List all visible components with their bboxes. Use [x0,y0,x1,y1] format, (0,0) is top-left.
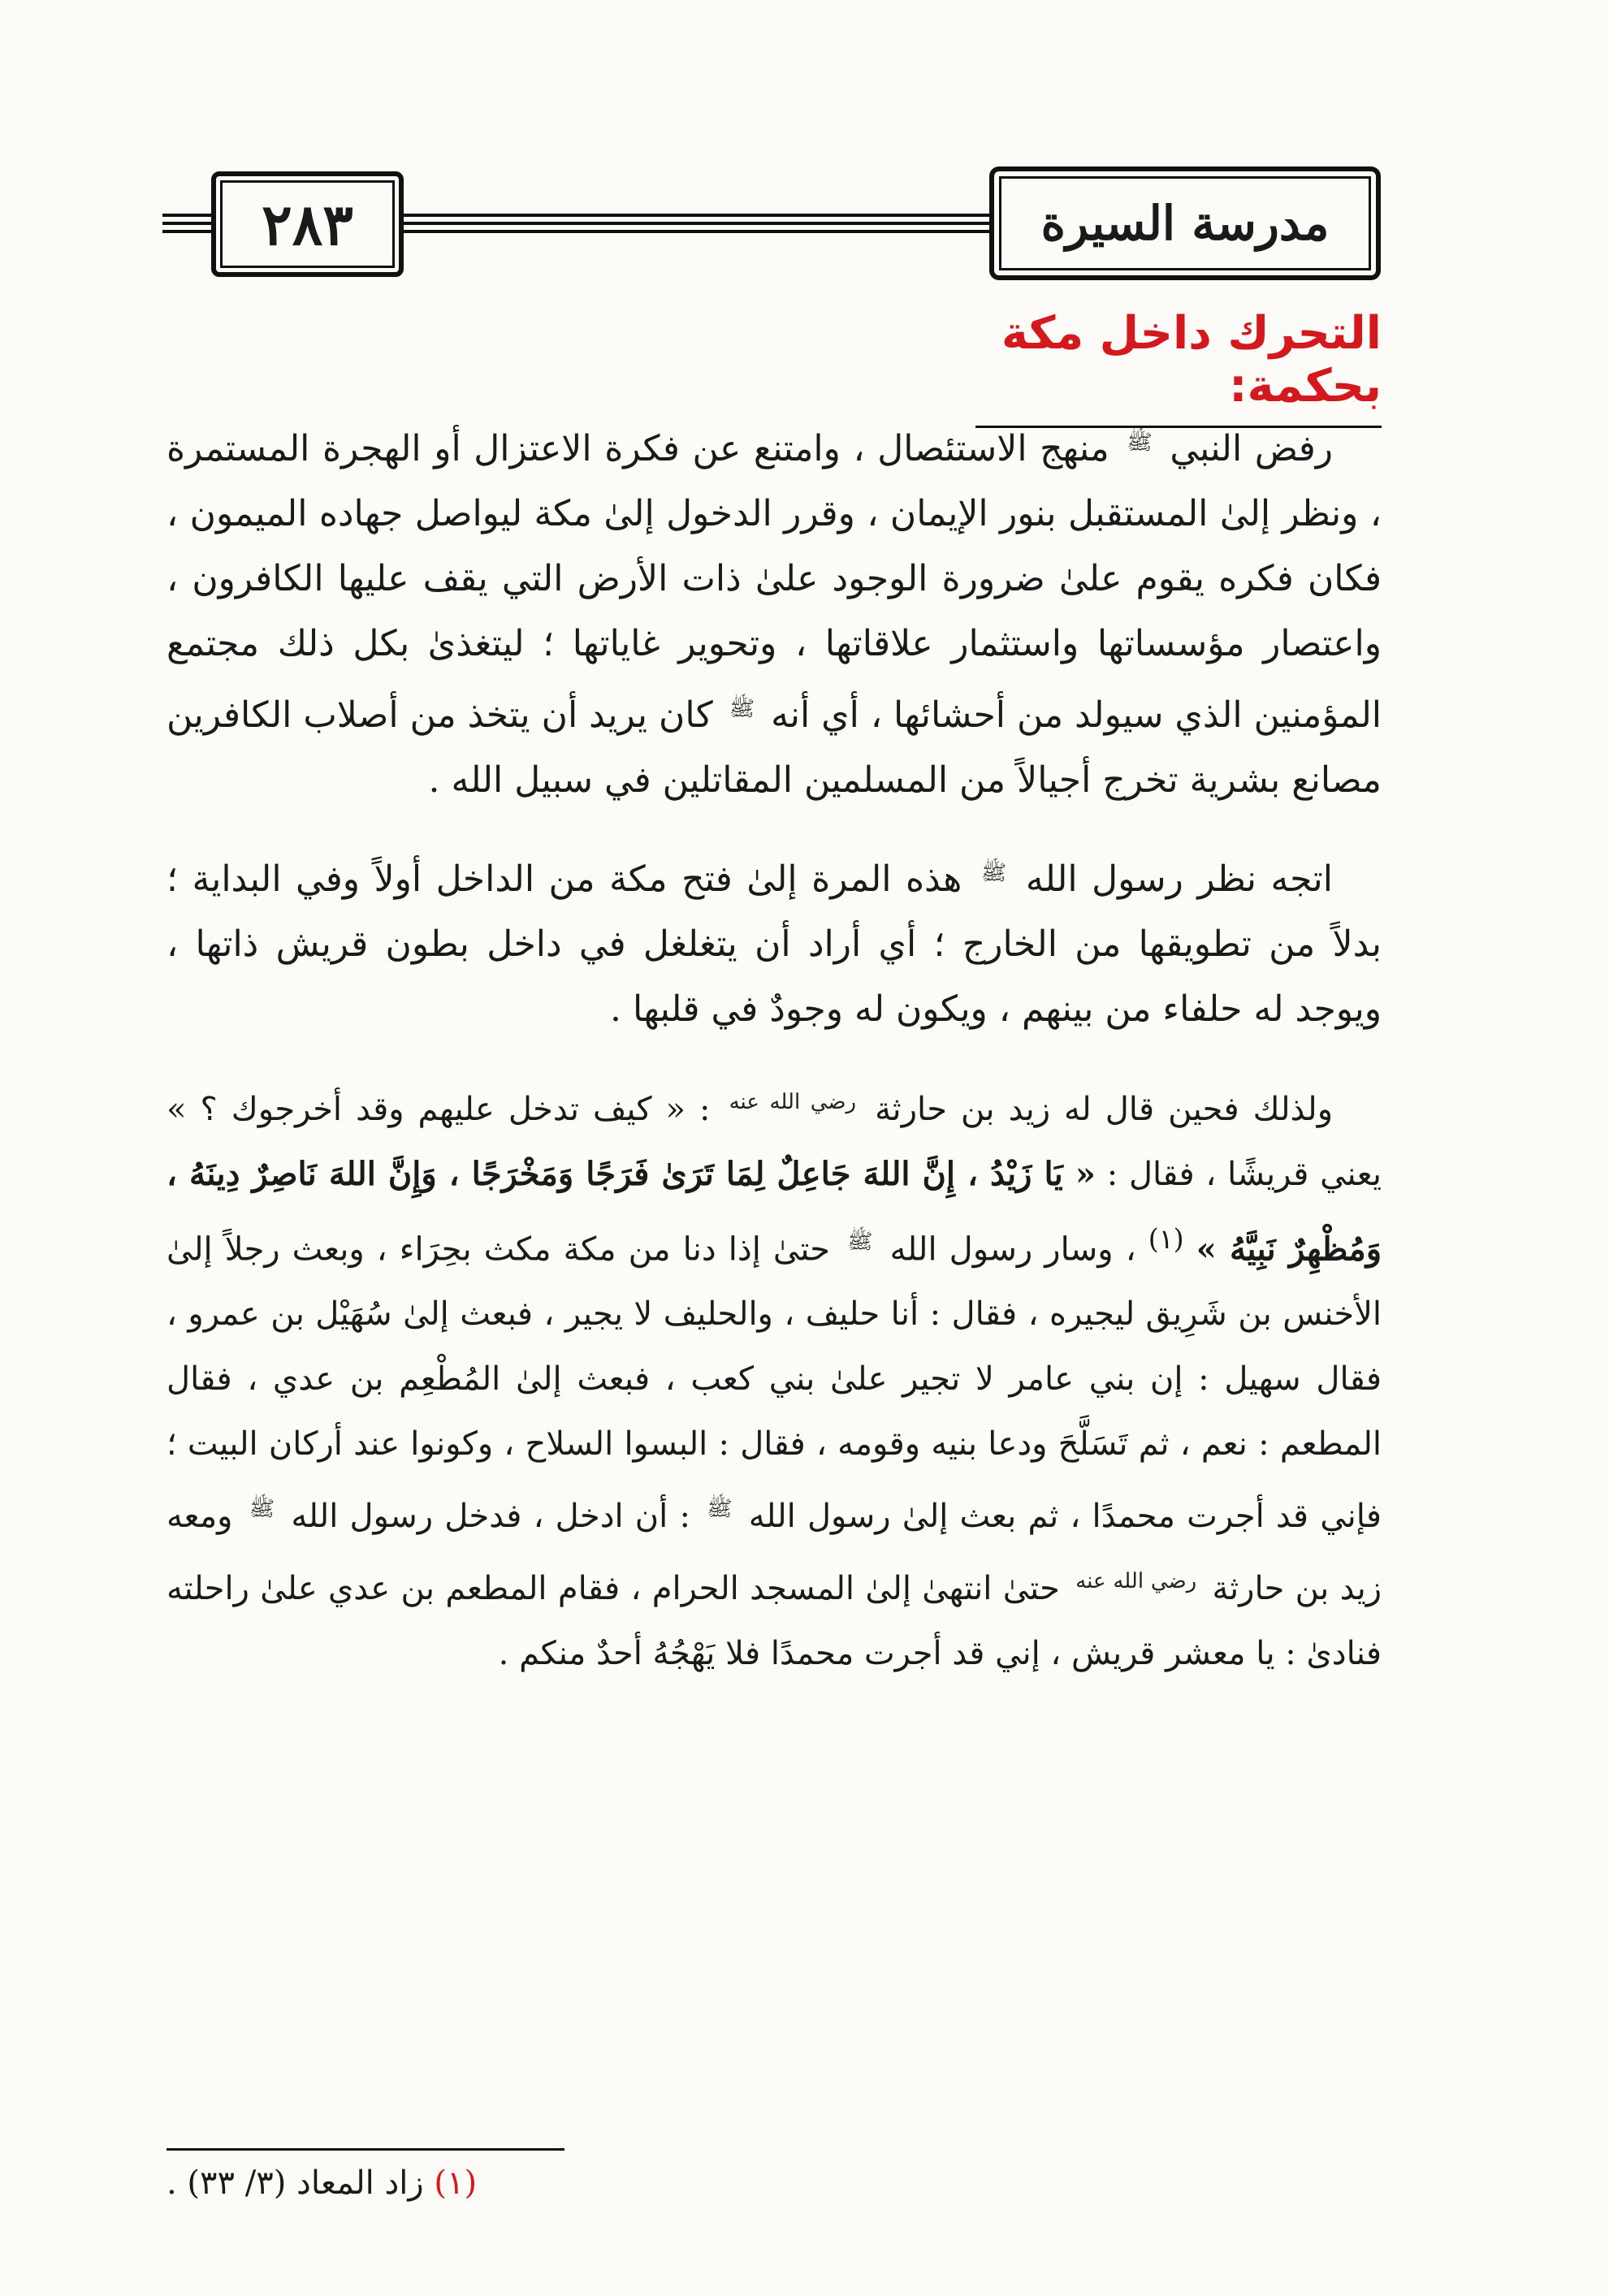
page-number-frame [211,171,404,277]
text-run: ولذلك فحين قال له زيد بن حارثة [875,1091,1334,1128]
book-title: مدرسة السيرة [1040,196,1330,251]
honorific-glyph: ﷺ [249,1497,275,1522]
paragraph [167,410,1382,813]
text-run: اتجه نظر رسول الله [1025,858,1333,900]
footnote-divider [167,2148,564,2151]
text-run: ، وسار رسول الله [889,1230,1136,1269]
book-title-frame [989,166,1381,280]
companion-honorific: رضي الله عنه [729,1090,857,1114]
hadith-quote: « يَا زَيْدُ ، إِنَّ اللهَ جَاعِلٌ لِمَا تَرَىٰ فَرَجًا وَمَخْرَجًا ، وَإِنَّ اللهَ نَاصِرٌ دِينَهُ ، وَمُظْهِرٌ نَبِيَّهُ » [167,1155,1382,1269]
paragraph [167,841,1382,1042]
text-run: ومعه زيد بن حارثة [167,1498,1382,1608]
paragraph [167,1070,1382,1686]
body-text [167,410,1382,1714]
text-run: حتىٰ إذا دنا من مكة مكث بحِرَاء ، وبعث رجلاً إلىٰ الأخنس بن شَرِيق ليجيره ، فقال : أنا حليف ، والحليف لا يجير ، فبعث إلىٰ سُهَيْل بن عمرو ، فقال سهيل : إن بني عامر لا تجير علىٰ بني كعب ، فبعث إلىٰ المُطْعِم بن عدي ، فقال المطعم : نعم ، ثم تَسَلَّحَ ودعا بنيه وقومه ، فقال : البسوا السلاح ، وكونوا عند أركان البيت ؛ فإني قد أجرت محمدًا ، ثم بعث إلىٰ رسول الله [167,1230,1382,1536]
companion-honorific: رضي الله عنه [1075,1569,1197,1594]
honorific-glyph: ﷺ [729,697,755,721]
section-heading: التحرك داخل مكة بحكمة: [975,307,1382,428]
text-run: حتىٰ انتهىٰ إلىٰ المسجد الحرام ، فقام المطعم بن عدي علىٰ راحلته فنادىٰ : يا معشر قريش ، إني قد أجرت محمدًا فلا يَهْجُهُ أحدٌ منكم . [167,1570,1382,1673]
footnote-ref: (١) [1148,1223,1184,1255]
footnote [167,2164,735,2202]
text-run: : أن ادخل ، فدخل رسول الله [291,1498,690,1536]
footnote-marker: (١) [434,2164,478,2202]
footnote-text: زاد المعاد (٣/ ٣٣) . [167,2164,424,2202]
honorific-glyph: ﷺ [1127,430,1153,455]
text-run: : « كيف تدخل عليهم وقد أخرجوك ؟ » يعني قريشًا ، فقال : [167,1091,1382,1193]
text-run: منهج الاستئصال ، وامتنع عن فكرة الاعتزال أو الهجرة المستمرة ، ونظر إلىٰ المستقبل بنور الإيمان ، وقرر الدخول إلىٰ مكة ليواصل جهاده الميمون ، فكان فكره يقوم علىٰ ضرورة الوجود علىٰ ذات الأرض التي يقف عليها الكافرون ، واعتصار مؤسساتها واستثمار علاقاتها ، وتحوير غاياتها ؛ ليتغذىٰ بكل ذلك مجتمع المؤمنين الذي سيولد من أحشائها ، أي أنه [167,428,1382,736]
honorific-glyph: ﷺ [847,1230,873,1255]
text-run: هذه المرة إلىٰ فتح مكة من الداخل أولاً وفي البداية ؛ بدلاً من تطويقها من الخارج ؛ أي أراد أن يتغلغل في داخل بطون قريش ذاتها ، ويوجد له حلفاء من بينهم ، ويكون له وجودٌ في قلبها . [167,858,1382,1030]
honorific-glyph: ﷺ [707,1497,733,1522]
page-header [162,166,1381,272]
text-run: كان يريد أن يتخذ من أصلاب الكافرين مصانع بشرية تخرج أجيالاً من المسلمين المقاتلين في سبيل الله . [166,694,1382,801]
text-run: رفض النبي [1170,428,1333,469]
page-number: ٢٨٣ [262,190,353,258]
honorific-glyph: ﷺ [980,861,1007,885]
